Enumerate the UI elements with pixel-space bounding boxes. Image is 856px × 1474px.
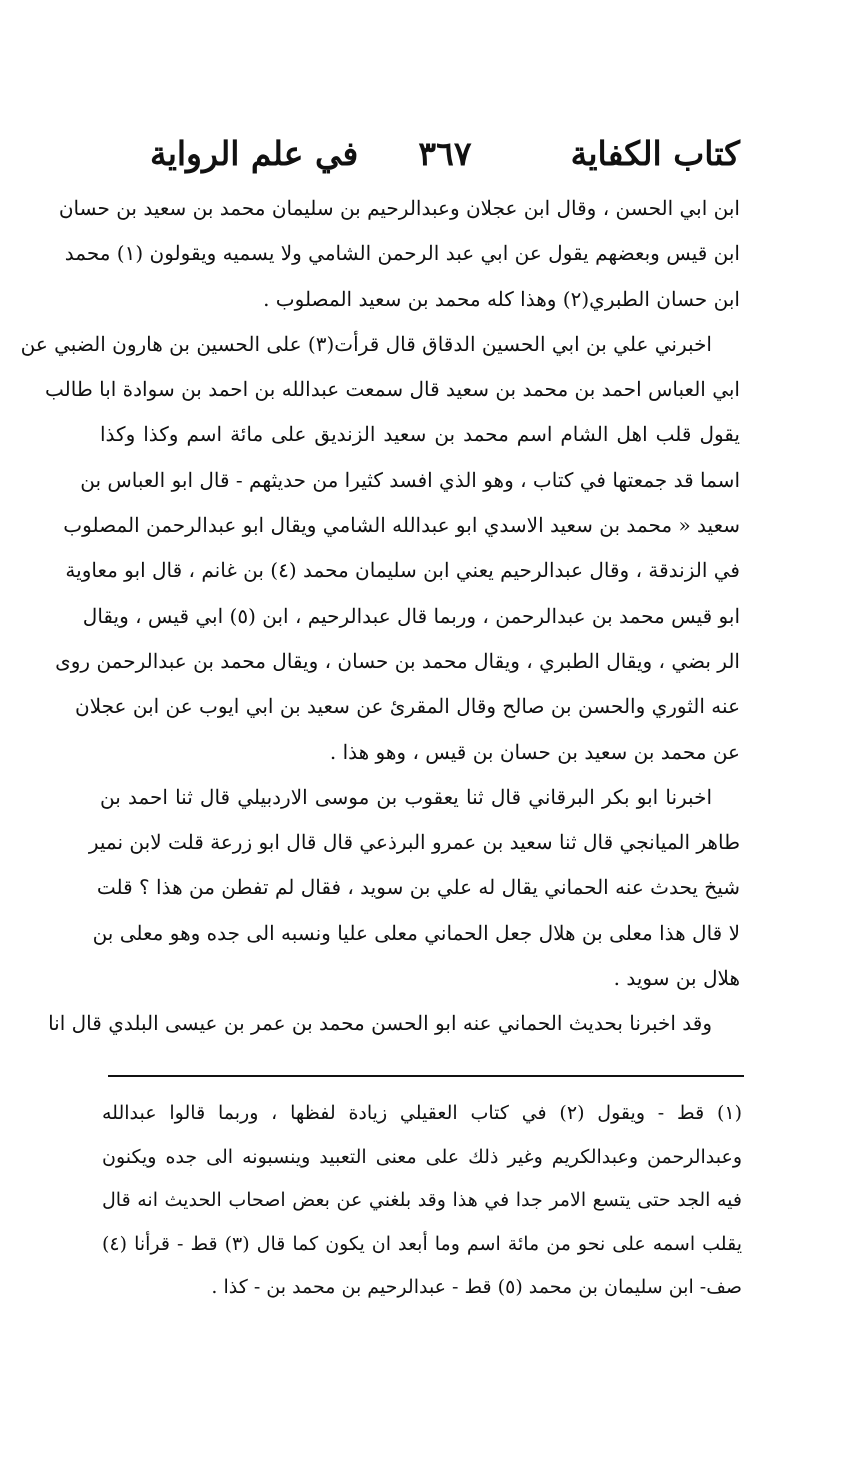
text-line: ابو قيس محمد بن عبدالرحمن ، وربما قال عبدالرحيم ، ابن (٥) ابي قيس ، ويقال bbox=[82, 603, 740, 628]
text-line: ابي العباس احمد بن محمد بن سعيد قال سمعت عبدالله بن احمد بن سوادة ابا طالب bbox=[45, 377, 740, 402]
footnote-line: صف- ابن سليمان بن محمد (٥) قط - عبدالرحيم بن محمد بن - كذا . bbox=[211, 1276, 742, 1298]
text-line: ابن حسان الطبري(٢) وهذا كله محمد بن سعيد المصلوب . bbox=[263, 286, 740, 311]
footnote-line: وعبدالرحمن وعبدالكريم وغير ذلك على معنى التعبيد وينسبونه الى جده ويكنون bbox=[102, 1145, 742, 1168]
text-line: الر بضي ، ويقال الطبري ، ويقال محمد بن حسان ، ويقال محمد بن عبدالرحمن روى bbox=[55, 648, 740, 673]
text-line: ابن ابي الحسن ، وقال ابن عجلان وعبدالرحيم بن سليمان محمد بن سعيد بن حسان bbox=[58, 196, 740, 220]
footnote-line: يقلب اسمه على نحو من مائة اسم وما أبعد ان يكون كما قال (٣) قط - قرأنا (٤) bbox=[102, 1232, 742, 1255]
text-line: ابن قيس وبعضهم يقول عن ابي عبد الرحمن الشامي ولا يسميه ويقولون (١) محمد bbox=[64, 241, 740, 266]
running-subject: في علم الرواية bbox=[150, 134, 359, 173]
text-line: اسما قد جمعتها في كتاب ، وهو الذي افسد كثيرا من حديثهم - قال ابو العباس بن bbox=[80, 467, 740, 492]
book-title: كتاب الكفاية bbox=[570, 134, 740, 173]
text-line: هلال بن سويد . bbox=[613, 966, 740, 991]
footnote-line: (١) قط - ويقول (٢) في كتاب العقيلي زيادة لفظها ، وربما قالوا عبدالله bbox=[102, 1102, 743, 1124]
page-number: ٣٦٧ bbox=[418, 134, 472, 173]
page-header bbox=[150, 126, 740, 182]
text-line: طاهر الميانجي قال ثنا سعيد بن عمرو البرذعي قال قال ابو زرعة قلت لابن نمير bbox=[88, 830, 740, 855]
text-line: اخبرني علي بن ابي الحسين الدقاق قال قرأت(٣) على الحسين بن هارون الضبي عن bbox=[20, 331, 712, 356]
text-line: سعيد « محمد بن سعيد الاسدي ابو عبدالله الشامي ويقال ابو عبدالرحمن المصلوب bbox=[63, 513, 740, 538]
footnote-divider bbox=[108, 1075, 744, 1077]
footnote-line: فيه الجد حتى يتسع الامر جدا في هذا وقد بلغني عن بعض اصحاب الحديث انه قال bbox=[102, 1189, 742, 1211]
text-line: وقد اخبرنا بحديث الحماني عنه ابو الحسن محمد بن عمر بن عيسى البلدي قال انا bbox=[48, 1011, 712, 1036]
text-line: لا قال هذا معلى بن هلال جعل الحماني معلى عليا ونسبه الى جده وهو معلى بن bbox=[92, 920, 740, 945]
text-line: اخبرنا ابو بكر البرقاني قال ثنا يعقوب بن موسى الاردبيلي قال ثنا احمد بن bbox=[100, 784, 712, 809]
text-line: عن محمد بن سعيد بن حسان بن قيس ، وهو هذا . bbox=[329, 739, 740, 764]
main-text bbox=[20, 186, 740, 1047]
footnotes bbox=[102, 1092, 742, 1310]
text-line: عنه الثوري والحسن بن صالح وقال المقرئ عن سعيد بن ابي ايوب عن ابن عجلان bbox=[75, 694, 740, 719]
text-line: يقول قلب اهل الشام اسم محمد بن سعيد الزنديق على مائة اسم وكذا وكذا bbox=[100, 422, 740, 447]
text-line: شيخ يحدث عنه الحماني يقال له علي بن سويد ، فقال لم تفطن من هذا ؟ قلت bbox=[96, 875, 740, 900]
text-line: في الزندقة ، وقال عبدالرحيم يعني ابن سليمان محمد (٤) بن غانم ، قال ابو معاوية bbox=[65, 558, 740, 583]
